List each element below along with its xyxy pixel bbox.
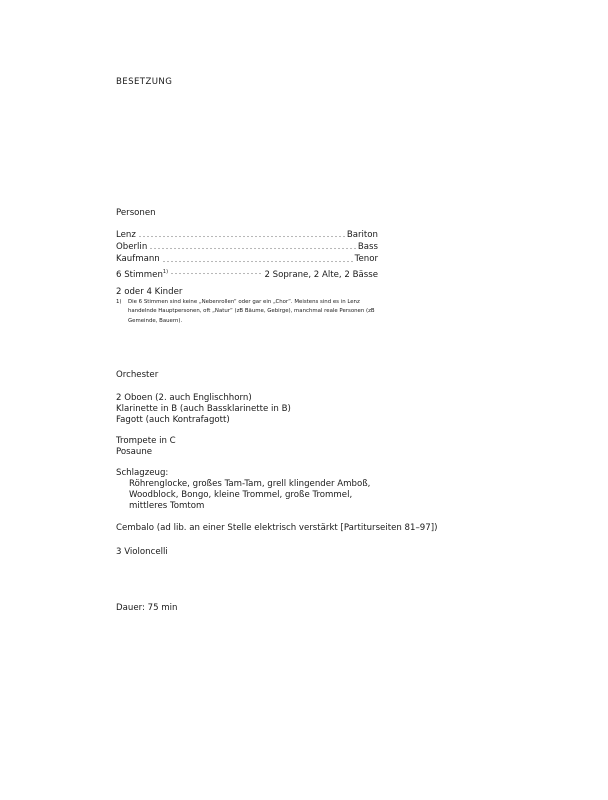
cast-name [116, 266, 168, 281]
woodwind-list [116, 393, 291, 426]
instrument-line: Posaune [116, 447, 153, 457]
cast-name-text: 6 Stimmen [116, 269, 163, 280]
page-title: BESETZUNG [116, 77, 173, 87]
footnote-text: Die 6 Stimmen sind keine „Nebenrollen“ oder gar ein „Chor“. Meistens sind es in Lenz handelnde Hauptpersonen, oft „Natur“ (zB Bäume, Gebirge), manchmal reale Personen (zB Gemeinde, Bauern). [128, 299, 375, 324]
dot-leader [149, 247, 356, 250]
cast-voice: Tenor [354, 254, 378, 265]
instrument-line: Woodblock, Bongo, kleine Trommel, große Trommel, [129, 490, 353, 500]
cast-voice: Bariton [346, 230, 378, 240]
cast-list [116, 229, 378, 278]
cast-row-oberlin [116, 241, 378, 253]
footnote [116, 298, 386, 326]
instrument-line: Trompete in C [116, 436, 176, 446]
cast-name: Kaufmann [116, 254, 160, 265]
celli-line: 3 Violoncelli [116, 547, 168, 557]
cast-row-lenz [116, 229, 378, 241]
cast-row-kaufmann [116, 253, 378, 265]
kinder-line: 2 oder 4 Kinder [116, 286, 183, 297]
cast-name: Oberlin [116, 242, 148, 253]
cast-row-stimmen [116, 266, 378, 278]
instrument-line: Klarinette in B (auch Bassklarinette in B) [116, 404, 291, 414]
brass-list [116, 436, 176, 458]
percussion-list [116, 468, 370, 512]
cast-name: Lenz [116, 230, 136, 240]
cast-voice: 2 Soprane, 2 Alte, 2 Bässe [264, 269, 378, 280]
instrument-line: 2 Oboen (2. auch Englischhorn) [116, 393, 252, 403]
cast-voice: Bass [357, 242, 378, 253]
instrument-line: Röhrenglocke, großes Tam-Tam, grell klingender Amboß, [129, 479, 371, 489]
percussion-label: Schlagzeug: [116, 468, 169, 478]
duration: Dauer: 75 min [116, 603, 178, 613]
dot-leader [162, 260, 353, 263]
cembalo-line: Cembalo (ad lib. an einer Stelle elektrisch verstärkt [Partiturseiten 81–97]) [116, 523, 438, 533]
orchester-label: Orchester [116, 370, 159, 380]
dot-leader [170, 272, 262, 275]
footnote-ref: 1) [162, 268, 169, 275]
instrument-line: mittleres Tomtom [129, 501, 205, 511]
personen-label: Personen [116, 208, 156, 218]
instrument-line: Fagott (auch Kontrafagott) [116, 415, 230, 425]
dot-leader [138, 235, 345, 238]
footnote-marker: 1) [116, 299, 122, 305]
